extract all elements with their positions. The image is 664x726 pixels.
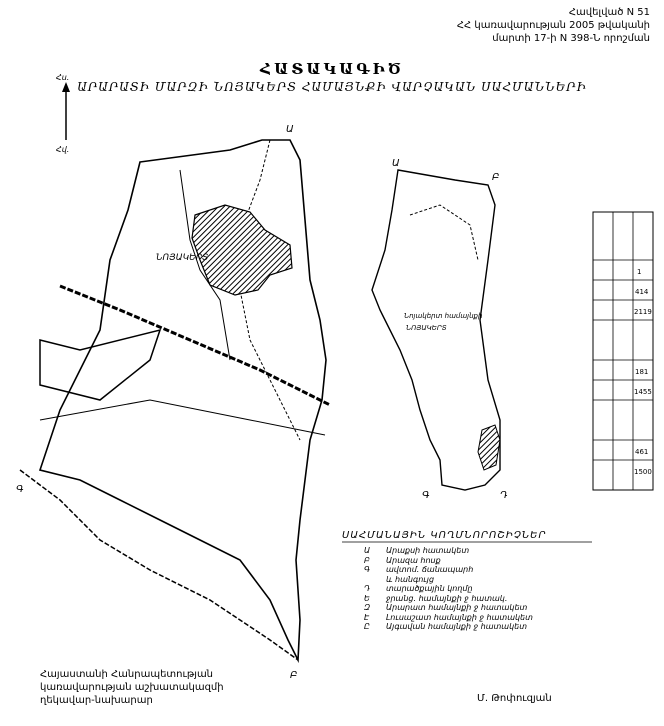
north-arrow-icon bbox=[62, 82, 70, 140]
legend-row bbox=[364, 556, 614, 566]
table-cell: 461 bbox=[635, 448, 649, 456]
table-cell: 2119 bbox=[634, 308, 652, 316]
table-cell: 414 bbox=[635, 288, 649, 296]
table-cell: 1500 bbox=[634, 468, 652, 476]
road-line-3 bbox=[20, 470, 298, 660]
footer-office bbox=[40, 668, 300, 707]
inset-settlement-area bbox=[478, 425, 500, 470]
appendix-line-1: Հավելված N 51 bbox=[568, 7, 650, 18]
legend-row bbox=[364, 565, 614, 575]
legend-text: Արաքսի հատակետ bbox=[386, 546, 470, 555]
legend-key: Է bbox=[364, 612, 370, 622]
point-b-label: Բ bbox=[290, 670, 298, 681]
legend-key: Ա bbox=[364, 546, 371, 555]
canal-line bbox=[40, 330, 160, 400]
compass-south: Հվ. bbox=[56, 145, 70, 154]
inset-caption: Նոյակերտ համայնքի bbox=[404, 312, 483, 320]
legend-key: Գ bbox=[364, 565, 371, 574]
footer-line-3: ղեկավար-նախարար bbox=[40, 695, 153, 706]
appendix-line-2: ՀՀ կառավարության 2005 թվականի bbox=[456, 20, 650, 31]
legend-key: Ը bbox=[364, 622, 370, 631]
table-cell: 181 bbox=[635, 368, 649, 376]
inset-point-b: Բ bbox=[492, 172, 500, 183]
legend-key: Դ bbox=[364, 584, 371, 593]
legend-row bbox=[364, 613, 614, 623]
settlement-area bbox=[192, 205, 292, 295]
legend-row bbox=[364, 575, 614, 585]
inset-point-a: Ա bbox=[392, 158, 400, 169]
legend-row bbox=[364, 622, 614, 632]
parcel-table bbox=[593, 212, 653, 490]
table-cell: 1 bbox=[637, 268, 642, 276]
legend-key: Զ bbox=[364, 603, 371, 612]
legend-row bbox=[364, 603, 614, 613]
legend-text: ջրանց. համայնքի ջ հատակ. bbox=[386, 593, 508, 603]
legend-text: Լուսաշատ համայնքի ջ հատակետ bbox=[386, 612, 533, 622]
footer-line-1: Հայաստանի Հանրապետության bbox=[40, 669, 214, 680]
legend-text: ավտոմ. ճանապարհ bbox=[386, 565, 474, 574]
legend-text: Արազա հոսք bbox=[386, 555, 441, 565]
appendix-line-3: մարտի 17-ի N 398-Ն որոշման bbox=[492, 33, 650, 44]
footer-signatory: Մ. Թոփուզյան bbox=[477, 693, 552, 704]
legend bbox=[364, 546, 614, 632]
legend-key: Ե bbox=[364, 593, 370, 603]
legend-key bbox=[364, 575, 386, 585]
inset-settlement-label: ՆՈՅԱԿԵՐՏ bbox=[406, 324, 447, 332]
compass-north: Հս. bbox=[56, 73, 70, 82]
legend-text: տարածքային կողմը bbox=[386, 584, 473, 593]
legend-row bbox=[364, 546, 614, 556]
point-g-label: Գ bbox=[16, 484, 24, 495]
legend-key: Բ bbox=[364, 555, 370, 565]
point-a-label: Ա bbox=[286, 124, 294, 135]
map-subtitle: ԱՐԱՐԱՏԻ ՄԱՐԶԻ ՆՈՅԱԿԵՐՏ ՀԱՄԱՅՆՔԻ ՎԱՐՉԱԿԱՆ ՍԱՀՄԱՆՆԵՐԻ bbox=[77, 80, 587, 94]
footer-line-2: կառավարության աշխատակազմի bbox=[40, 682, 224, 693]
inset-road bbox=[410, 205, 478, 260]
community-boundary bbox=[40, 140, 326, 660]
legend-text: Այգավան համայնքի ջ հատակետ bbox=[386, 622, 528, 631]
legend-text: և հանգույց bbox=[386, 574, 435, 584]
legend-title: ՍԱՀՄԱՆԱՅԻՆ ԿՈՂՄՆՈՐՈՇԻՉՆԵՐ bbox=[342, 530, 547, 541]
inset-point-d: Դ bbox=[500, 490, 508, 501]
table-cell: 1455 bbox=[634, 388, 652, 396]
legend-row bbox=[364, 584, 614, 594]
inset-point-g: Գ bbox=[422, 490, 430, 501]
legend-row bbox=[364, 594, 614, 604]
map-title: ՀԱՏԱԿԱԳԻԾ bbox=[260, 60, 404, 78]
settlement-label: ՆՈՅԱԿԵՐՏ bbox=[156, 253, 209, 263]
legend-text: Արարատ համայնքի ջ հատակետ bbox=[386, 603, 528, 612]
